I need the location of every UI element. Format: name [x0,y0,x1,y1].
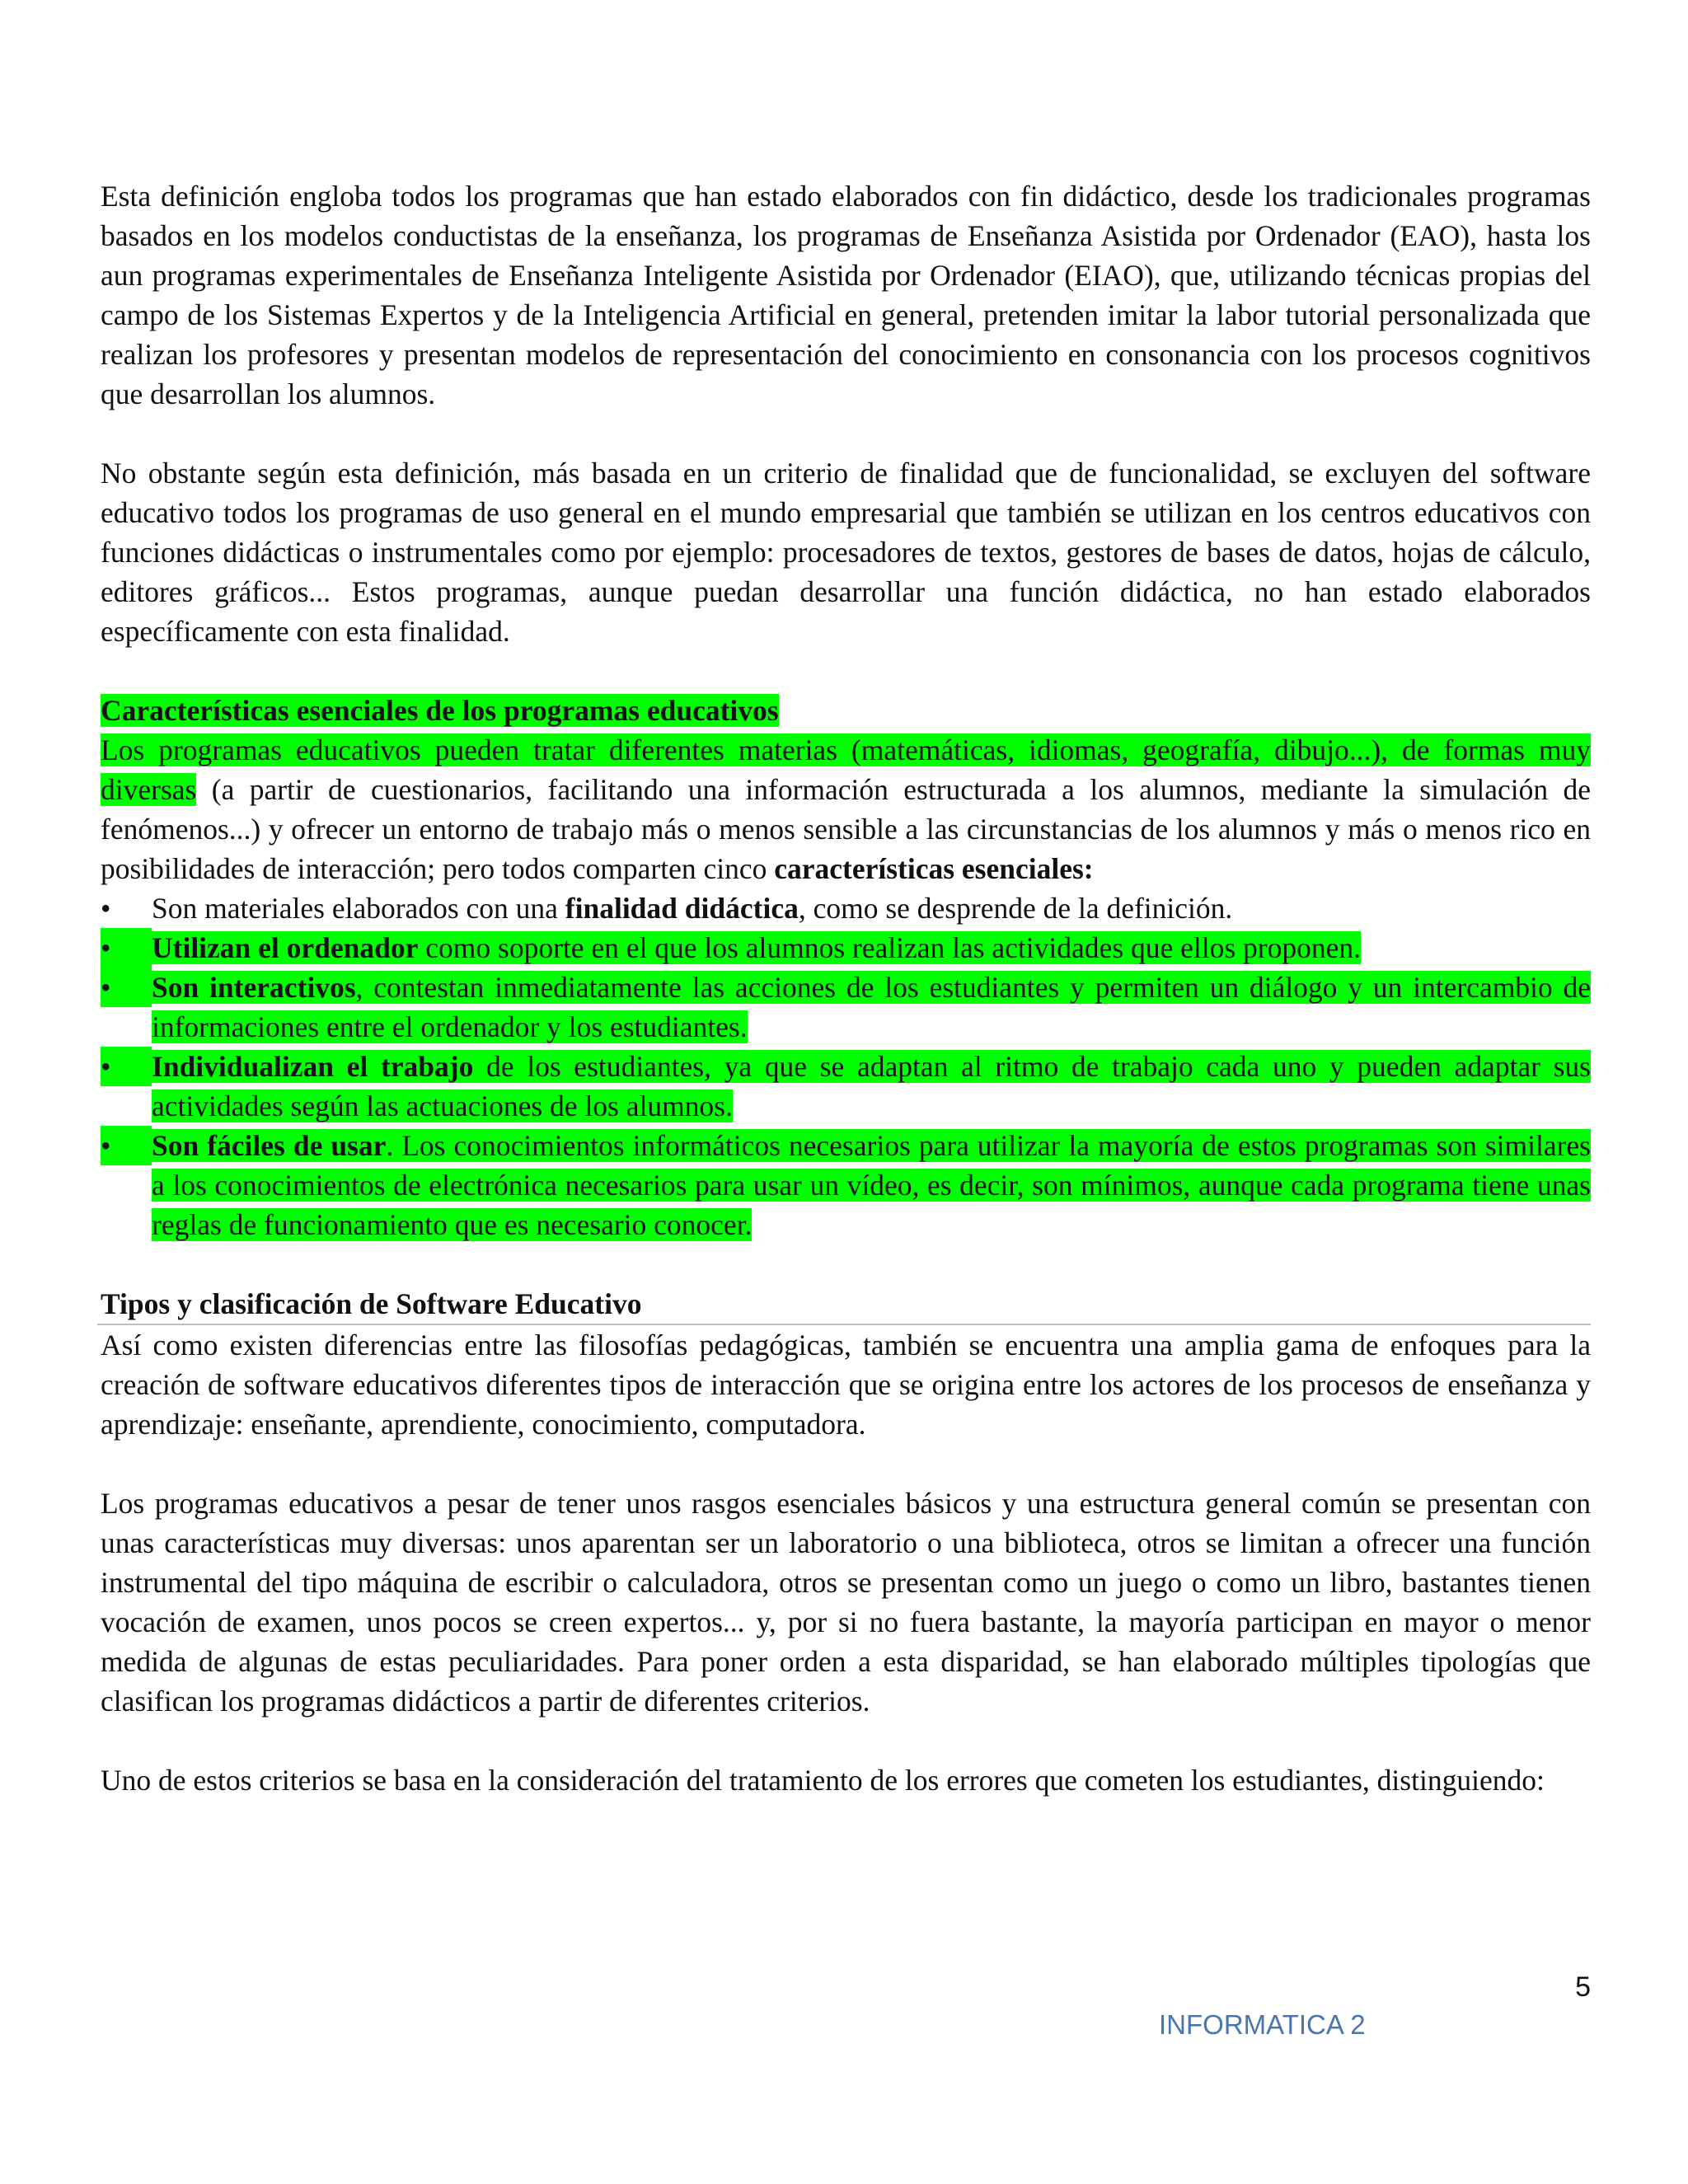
section-heading-tipos: Tipos y clasificación de Software Educativo [97,1284,1591,1325]
paragraph: Uno de estos criterios se basa en la consideración del tratamiento de los errores que cometen los estudiantes, distinguiendo: [101,1764,1545,1797]
page-number: 5 [1575,1971,1591,2003]
bullet-icon: • [101,1047,152,1086]
highlighted-item [152,931,1361,964]
item-text: de los estudiantes, ya que se adaptan al ritmo de trabajo cada uno y pueden adaptar sus actividades según las actuaciones de los alumnos. [152,1050,1592,1122]
list-item [101,1047,1591,1126]
list-item [101,1126,1591,1244]
paragraph: Así como existen diferencias entre las filosofías pedagógicas, también se encuentra una amplia gama de enfoques para la creación de software educativos diferentes tipos de interacción que se origina entre los actores de los procesos de enseñanza y aprendizaje: enseñante, aprendiente, conocimiento, computadora. [101,1329,1591,1441]
section-heading-caracteristicas [101,691,1591,730]
paragraph: Los programas educativos a pesar de tener unos rasgos esenciales básicos y una estructura general común se presentan con unas características muy diversas: unos aparentan ser un laboratorio o una biblioteca, otros se limitan a ofrecer una función instrumental del tipo máquina de escribir o calculadora, otros se presentan como un juego o como un libro, bastantes tienen vocación de examen, unos pocos se creen expertos... y, por si no fuera bastante, la mayoría participan en mayor o menor medida de algunas de estas peculiaridades. Para poner orden a esta disparidad, se han elaborado múltiples tipologías que clasifican los programas didácticos a partir de diferentes criterios. [101,1487,1591,1718]
item-text: , contestan inmediatamente las acciones de los estudiantes y permiten un diálogo y un intercambio de informaciones entre el ordenador y los estudiantes. [152,971,1592,1043]
item-text: . Los conocimientos informáticos necesarios para utilizar la mayoría de estos programas son similares a los conocimientos de electrónica necesarios para usar un vídeo, es decir, son mínimos, aunque cada programa tiene unas reglas de funcionamiento que es necesario conocer. [152,1129,1591,1241]
paragraph: No obstante según esta definición, más basada en un criterio de finalidad que de funcionalidad, se excluyen del software educativo todos los programas de uso general en el mundo empresarial que también se utilizan en los centros educativos con funciones didácticas o instrumentales como por ejemplo: procesadores de textos, gestores de bases de datos, hojas de cálculo, editores gráficos... Estos programas, aunque puedan desarrollar una función didáctica, no han estado elaborados específicamente con esta finalidad. [101,457,1591,648]
bullet-icon: • [101,928,152,968]
item-bold: Utilizan el ordenador [152,931,419,964]
section-heading: Características esenciales de los programas educativos [101,694,779,727]
highlighted-item [152,1050,1591,1122]
item-text: Son materiales elaborados con una [152,892,565,925]
feature-list [101,888,1591,1244]
list-item [101,888,1591,928]
item-bold: Son interactivos [152,971,356,1004]
footer-title: INFORMATICA 2 [1159,2009,1366,2040]
item-text: , como se desprende de la definición. [798,892,1233,925]
bullet-icon: • [101,892,111,925]
list-item [101,968,1591,1047]
intro-text: (a partir de cuestionarios, facilitando una información estructurada a los alumnos, mediante la simulación de fenómenos...) y ofrecer un entorno de trabajo más o menos sensible a las circunstancias de los alumnos y más o menos rico en posibilidades de interacción; pero todos comparten cinco [101,773,1591,885]
bullet-icon: • [101,1126,152,1165]
paragraph: Esta definición engloba todos los programas que han estado elaborados con fin didáctico, desde los tradicionales programas basados en los modelos conductistas de la enseñanza, los programas de Enseñanza Asistida por Ordenador (EAO), hasta los aun programas experimentales de Enseñanza Inteligente Asistida por Ordenador (EIAO), que, utilizando técnicas propias del campo de los Sistemas Expertos y de la Inteligencia Artificial en general, pretenden imitar la labor tutorial personalizada que realizan los profesores y presentan modelos de representación del conocimiento en consonancia con los procesos cognitivos que desarrollan los alumnos. [101,180,1591,410]
bullet-icon: • [101,968,152,1007]
highlighted-item [152,971,1591,1043]
document-body [101,176,1591,1800]
item-bold: finalidad didáctica [565,892,799,925]
intro-colon: : [1083,852,1094,885]
highlighted-text: Los programas educativos pueden tratar diferentes materias (matemáticas, idiomas, geografía, dibujo...), de formas muy diversas [101,733,1591,806]
list-item [101,928,1591,968]
item-bold: Individualizan el trabajo [152,1050,474,1083]
item-text: como soporte en el que los alumnos realizan las actividades que ellos proponen. [418,931,1361,964]
item-bold: Son fáciles de usar [152,1129,387,1162]
highlighted-item [152,1129,1591,1241]
bold-text: características esenciales [774,852,1084,885]
section-intro [101,730,1591,888]
